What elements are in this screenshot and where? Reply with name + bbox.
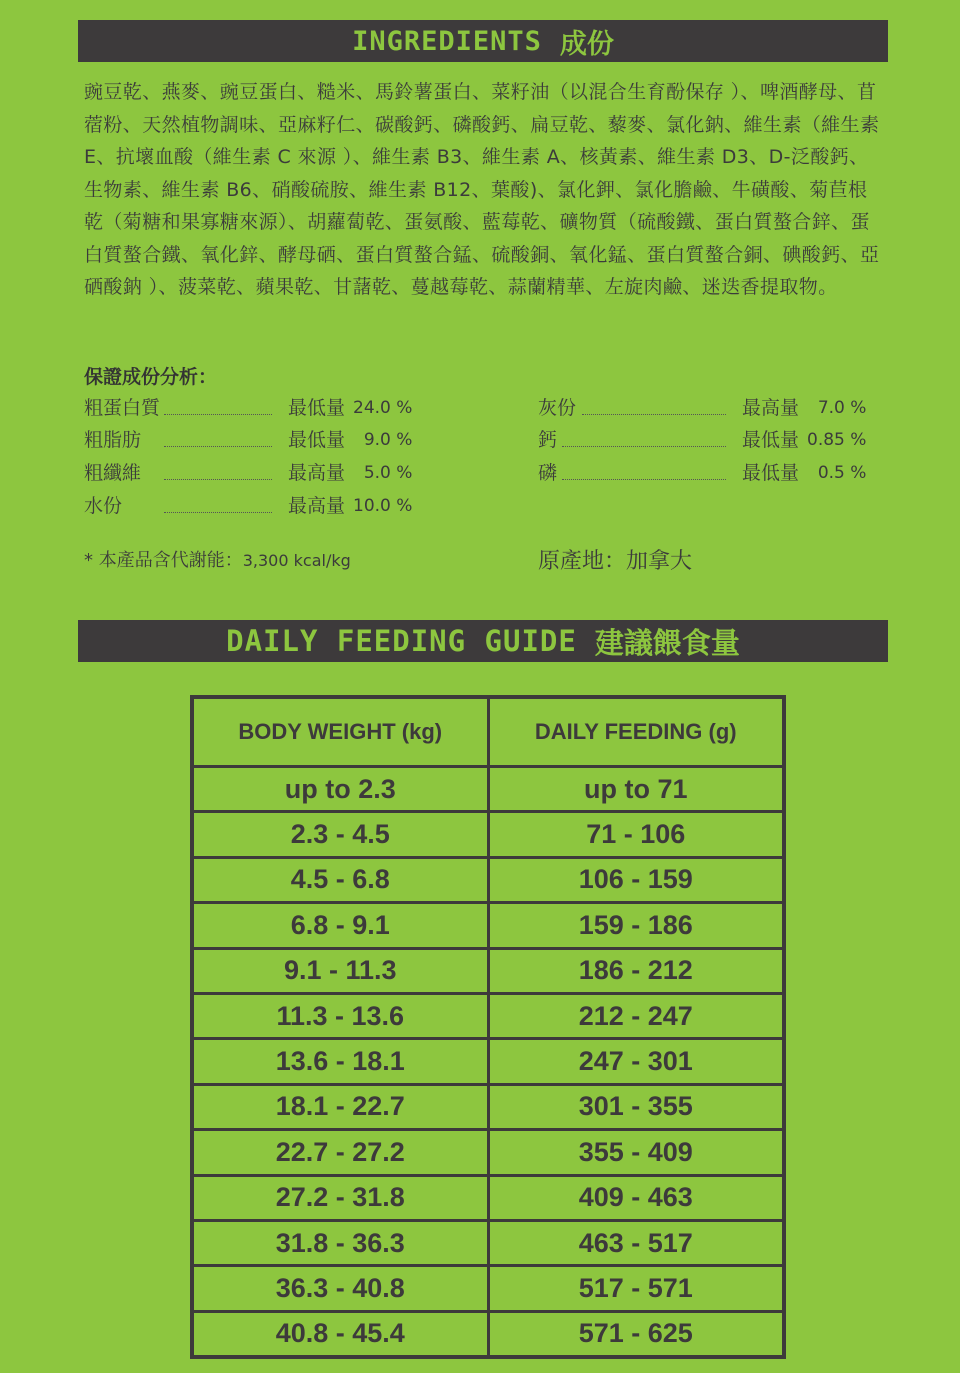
- analysis-value: 10.0 %: [353, 496, 413, 516]
- table-row: [194, 768, 782, 813]
- body-weight-cell: 6.8 - 9.1: [290, 909, 390, 940]
- table-row: [194, 995, 782, 1040]
- table-row: [194, 1040, 782, 1085]
- analysis-value: 0.85 %: [807, 430, 867, 450]
- table-header-row: [194, 699, 782, 768]
- analysis-name: 磷: [538, 462, 558, 484]
- analysis-qualifier: 最低量: [742, 429, 800, 451]
- body-weight-cell: 22.7 - 27.2: [275, 1136, 405, 1167]
- body-weight-cell: 36.3 - 40.8: [275, 1272, 405, 1303]
- daily-feeding-cell: 106 - 159: [487, 859, 783, 901]
- header-daily-feeding: DAILY FEEDING (g): [487, 699, 783, 765]
- body-weight-cell: 27.2 - 31.8: [275, 1182, 405, 1213]
- dot-leader: [164, 512, 272, 513]
- analysis-qualifier: 最高量: [742, 397, 800, 419]
- daily-feeding-cell: 212 - 247: [487, 995, 783, 1037]
- feeding-table: [190, 695, 786, 1359]
- analysis-qualifier: 最低量: [288, 429, 346, 451]
- analysis-name: 水份: [84, 495, 123, 517]
- origin-country: 原產地：加拿大: [538, 549, 693, 574]
- dot-leader: [164, 414, 272, 415]
- table-row: [194, 1086, 782, 1131]
- header-body-weight: BODY WEIGHT (kg): [238, 719, 443, 744]
- daily-feeding-cell: 71 - 106: [487, 813, 783, 855]
- analysis-row: [84, 490, 412, 522]
- body-weight-cell: 2.3 - 4.5: [290, 819, 390, 850]
- body-weight-cell: 40.8 - 45.4: [275, 1318, 405, 1349]
- dot-leader: [562, 446, 726, 447]
- body-weight-cell: 18.1 - 22.7: [275, 1091, 405, 1122]
- analysis-name: 鈣: [538, 429, 558, 451]
- daily-feeding-cell: 409 - 463: [487, 1177, 783, 1219]
- dot-leader: [582, 414, 726, 415]
- energy-label: * 本產品含代謝能：: [84, 550, 243, 571]
- analysis-row: [84, 457, 412, 489]
- body-weight-cell: 31.8 - 36.3: [275, 1227, 405, 1258]
- ingredients-title-cn: 成份: [559, 28, 614, 60]
- ingredients-banner: [78, 20, 888, 62]
- ingredients-title-en: INGREDIENTS: [352, 25, 542, 57]
- analysis-title: 保證成份分析：: [84, 366, 218, 388]
- table-row: [194, 1177, 782, 1222]
- table-row: [194, 813, 782, 858]
- analysis-value: 9.0 %: [353, 430, 413, 450]
- table-row: [194, 1267, 782, 1312]
- energy-note: [84, 546, 351, 572]
- analysis-name: 灰份: [538, 397, 577, 419]
- analysis-row: [84, 424, 412, 456]
- analysis-qualifier: 最高量: [288, 495, 346, 517]
- body-weight-cell: 11.3 - 13.6: [276, 1000, 405, 1031]
- table-row: [194, 950, 782, 995]
- table-body: [194, 768, 782, 1355]
- analysis-value: 0.5 %: [807, 463, 867, 483]
- daily-feeding-cell: 186 - 212: [487, 950, 783, 992]
- feeding-title-en: DAILY FEEDING GUIDE: [226, 624, 577, 658]
- ingredients-list: 豌豆乾、燕麥、豌豆蛋白、糙米、馬鈴薯蛋白、菜籽油（以混合生育酚保存 ）、啤酒酵母、苜蓿粉、天然植物調味、亞麻籽仁、碳酸鈣、磷酸鈣、扁豆乾、藜麥、氯化鈉、維生素（維生素 E、抗壞血酸（維生素 C 來源 ）、維生素 B3、維生素 A、核黃素、維生素 D3、D-泛酸鈣、生物素、維生素 B6、硝酸硫胺、維生素 B12、葉酸)、氯化鉀、氯化膽鹼、牛磺酸、菊苣根乾（菊糖和果寡糖來源）、胡蘿蔔乾、蛋氨酸、藍莓乾、礦物質（硫酸鐵、蛋白質螯合鋅、蛋白質螯合鐵、氧化鋅、酵母硒、蛋白質螯合錳、硫酸銅、氧化錳、蛋白質螯合銅、碘酸鈣、亞硒酸鈉 ）、菠菜乾、蘋果乾、甘藷乾、蔓越莓乾、蒜蘭精華、左旋肉鹼、迷迭香提取物。: [84, 81, 880, 298]
- daily-feeding-cell: up to 71: [487, 768, 783, 810]
- daily-feeding-cell: 301 - 355: [487, 1086, 783, 1128]
- analysis-name: 粗纖維: [84, 462, 142, 484]
- analysis-row: [538, 424, 866, 456]
- daily-feeding-cell: 247 - 301: [487, 1040, 783, 1082]
- body-weight-cell: up to 2.3: [284, 773, 396, 804]
- analysis-name: 粗脂肪: [84, 429, 142, 451]
- dot-leader: [164, 446, 272, 447]
- feeding-title-cn: 建議餵食量: [594, 625, 740, 660]
- daily-feeding-cell: 517 - 571: [487, 1267, 783, 1309]
- analysis-qualifier: 最低量: [742, 462, 800, 484]
- analysis-value: 5.0 %: [353, 463, 413, 483]
- analysis-row: [84, 392, 412, 424]
- dot-leader: [562, 479, 726, 480]
- analysis-qualifier: 最高量: [288, 462, 346, 484]
- daily-feeding-cell: 571 - 625: [487, 1313, 783, 1355]
- daily-feeding-cell: 355 - 409: [487, 1131, 783, 1173]
- table-row: [194, 904, 782, 949]
- body-weight-cell: 9.1 - 11.3: [283, 955, 397, 986]
- table-row: [194, 1313, 782, 1355]
- analysis-row: [538, 392, 866, 424]
- table-row: [194, 859, 782, 904]
- daily-feeding-cell: 463 - 517: [487, 1222, 783, 1264]
- dot-leader: [164, 479, 272, 480]
- table-row: [194, 1222, 782, 1267]
- feeding-banner: [78, 620, 888, 662]
- analysis-value: 24.0 %: [353, 398, 413, 418]
- analysis-value: 7.0 %: [807, 398, 867, 418]
- analysis-row: [538, 457, 866, 489]
- body-weight-cell: 4.5 - 6.8: [290, 864, 390, 895]
- analysis-name: 粗蛋白質: [84, 397, 161, 419]
- table-row: [194, 1131, 782, 1176]
- body-weight-cell: 13.6 - 18.1: [275, 1046, 405, 1077]
- energy-value: 3,300 kcal/kg: [242, 551, 351, 570]
- daily-feeding-cell: 159 - 186: [487, 904, 783, 946]
- analysis-qualifier: 最低量: [288, 397, 346, 419]
